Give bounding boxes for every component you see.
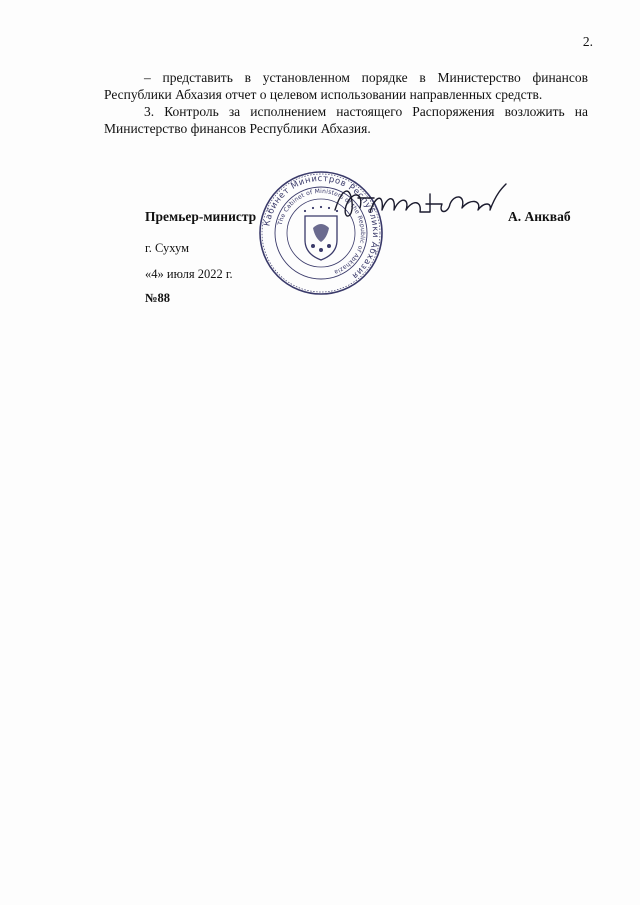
issue-place: г. Сухум xyxy=(145,241,190,255)
document-body xyxy=(104,69,588,137)
signatory-title: Премьер-министр xyxy=(145,209,257,224)
signatory-name: А. Анкваб xyxy=(508,209,571,224)
svg-text:Кабинет Министров Республики А: Кабинет Министров Республики Абхазия xyxy=(262,173,381,281)
svg-text:The Cabinet of Ministers of th: The Cabinet of Ministers of the Republic of Abkhazia xyxy=(276,187,367,276)
document-number: №88 xyxy=(145,291,171,305)
issue-date: «4» июля 2022 г. xyxy=(145,267,233,281)
handwritten-signature-icon xyxy=(330,180,510,230)
paragraph-report: – представить в установленном порядке в Министерство финансов Республики Абхазия отчет о целевом использовании направленных средств. xyxy=(104,70,588,102)
paragraph-control: 3. Контроль за исполнением настоящего Распоряжения возложить на Министерство финансов Республики Абхазия. xyxy=(104,104,588,136)
page-number: 2. xyxy=(582,34,593,49)
